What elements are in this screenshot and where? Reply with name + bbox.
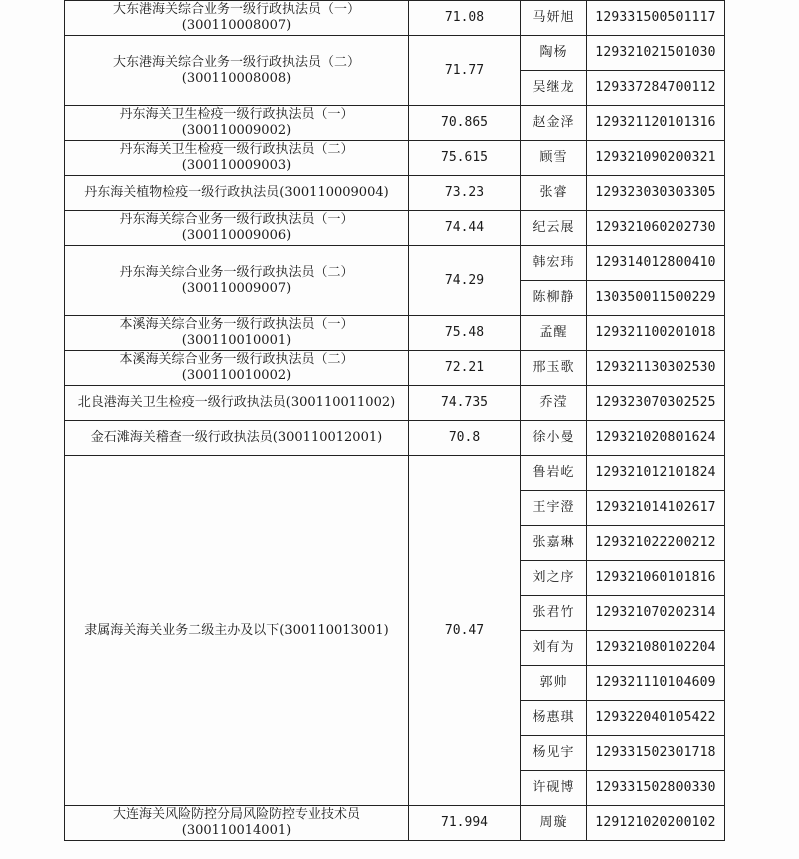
table-row — [65, 351, 725, 386]
candidate-id-cell: 129321130302530 — [587, 351, 725, 386]
position-cell — [65, 1, 409, 36]
table-row — [65, 421, 725, 456]
candidate-name-cell: 纪云展 — [521, 211, 587, 246]
position-title: 大东港海关综合业务一级行政执法员（一） — [112, 2, 360, 17]
candidate-name-cell: 乔滢 — [521, 386, 587, 421]
candidate-name-cell: 邢玉歌 — [521, 351, 587, 386]
candidate-name-cell: 杨惠琪 — [521, 701, 587, 736]
minimum-score-cell: 71.77 — [409, 36, 521, 106]
candidate-id-cell: 129321120101316 — [587, 106, 725, 141]
position-code: (300110009007) — [181, 280, 292, 296]
candidate-name-cell: 王宇澄 — [521, 491, 587, 526]
position-title: 丹东海关综合业务一级行政执法员（一） — [119, 212, 354, 227]
position-cell — [65, 211, 409, 246]
position-cell — [65, 316, 409, 351]
table-row — [65, 106, 725, 141]
candidate-name-cell: 张嘉琳 — [521, 526, 587, 561]
position-cell — [65, 806, 409, 841]
candidate-name-cell: 吴继龙 — [521, 71, 587, 106]
candidate-name-cell: 陈柳静 — [521, 281, 587, 316]
position-cell — [65, 106, 409, 141]
table-row — [65, 316, 725, 351]
candidate-name-cell: 鲁岩屹 — [521, 456, 587, 491]
table-row — [65, 176, 725, 211]
candidate-id-cell: 129337284700112 — [587, 71, 725, 106]
minimum-score-cell: 71.08 — [409, 1, 521, 36]
candidate-id-cell: 129323070302525 — [587, 386, 725, 421]
position-code: (300110008008) — [181, 70, 292, 86]
minimum-score-cell: 74.735 — [409, 386, 521, 421]
position-title: 隶属海关海关业务二级主办及以下(300110013001) — [84, 622, 389, 638]
position-title: 本溪海关综合业务一级行政执法员（一） — [119, 317, 354, 332]
minimum-score-cell: 74.29 — [409, 246, 521, 316]
candidate-id-cell: 130350011500229 — [587, 281, 725, 316]
position-code: (300110008007) — [181, 18, 292, 33]
position-code: (300110014001) — [181, 823, 292, 838]
candidate-id-cell: 129314012800410 — [587, 246, 725, 281]
position-title: 大东港海关综合业务一级行政执法员（二） — [112, 54, 360, 70]
position-cell — [65, 141, 409, 176]
candidate-id-cell: 129321090200321 — [587, 141, 725, 176]
candidate-id-cell: 129321060202730 — [587, 211, 725, 246]
candidate-name-cell: 徐小曼 — [521, 421, 587, 456]
table-row — [65, 456, 725, 491]
table-row — [65, 141, 725, 176]
position-title: 大连海关风险防控分局风险防控专业技术员 — [112, 807, 360, 822]
candidate-name-cell: 许砚博 — [521, 771, 587, 806]
table-row — [65, 1, 725, 36]
minimum-score-cell: 70.865 — [409, 106, 521, 141]
candidate-id-cell: 129321110104609 — [587, 666, 725, 701]
candidate-name-cell: 张睿 — [521, 176, 587, 211]
candidate-id-cell: 129331502800330 — [587, 771, 725, 806]
position-code: (300110009002) — [181, 123, 292, 138]
candidate-id-cell: 129321014102617 — [587, 491, 725, 526]
minimum-score-cell: 70.47 — [409, 456, 521, 806]
candidate-name-cell: 刘之序 — [521, 561, 587, 596]
table-row — [65, 211, 725, 246]
position-title: 本溪海关综合业务一级行政执法员（二） — [119, 352, 354, 367]
position-cell — [65, 176, 409, 211]
position-cell — [65, 456, 409, 806]
position-title: 丹东海关卫生检疫一级行政执法员（一） — [119, 107, 354, 122]
position-cell — [65, 386, 409, 421]
position-code: (300110010002) — [181, 368, 292, 383]
minimum-score-cell: 74.44 — [409, 211, 521, 246]
candidate-name-cell: 孟醒 — [521, 316, 587, 351]
candidate-name-cell: 陶杨 — [521, 36, 587, 71]
candidate-id-cell: 129321021501030 — [587, 36, 725, 71]
candidate-id-cell: 129323030303305 — [587, 176, 725, 211]
position-cell — [65, 421, 409, 456]
candidate-id-cell: 129321070202314 — [587, 596, 725, 631]
candidate-id-cell: 129331500501117 — [587, 1, 725, 36]
minimum-score-cell: 71.994 — [409, 806, 521, 841]
candidate-name-cell: 刘有为 — [521, 631, 587, 666]
candidate-name-cell: 张君竹 — [521, 596, 587, 631]
candidate-name-cell: 周璇 — [521, 806, 587, 841]
minimum-score-cell: 70.8 — [409, 421, 521, 456]
table-body — [65, 1, 725, 841]
candidate-name-cell: 杨见宇 — [521, 736, 587, 771]
position-code: (300110009006) — [181, 228, 292, 243]
position-cell — [65, 246, 409, 316]
position-code: (300110010001) — [181, 333, 292, 348]
candidate-name-cell: 赵金泽 — [521, 106, 587, 141]
position-title: 金石滩海关稽查一级行政执法员(300110012001) — [90, 430, 383, 445]
candidate-name-cell: 韩宏玮 — [521, 246, 587, 281]
candidate-id-cell: 129321012101824 — [587, 456, 725, 491]
candidate-id-cell: 129321060101816 — [587, 561, 725, 596]
candidate-id-cell: 129321080102204 — [587, 631, 725, 666]
position-cell — [65, 351, 409, 386]
candidate-id-cell: 129331502301718 — [587, 736, 725, 771]
candidate-id-cell: 129321022200212 — [587, 526, 725, 561]
table-row — [65, 36, 725, 71]
position-title: 丹东海关植物检疫一级行政执法员(300110009004) — [84, 185, 389, 200]
minimum-score-cell: 72.21 — [409, 351, 521, 386]
candidate-id-cell: 129321020801624 — [587, 421, 725, 456]
candidate-id-cell: 129322040105422 — [587, 701, 725, 736]
candidate-id-cell: 129321100201018 — [587, 316, 725, 351]
candidate-score-table — [64, 0, 725, 841]
candidate-id-cell: 129121020200102 — [587, 806, 725, 841]
minimum-score-cell: 75.615 — [409, 141, 521, 176]
position-cell — [65, 36, 409, 106]
position-title: 丹东海关综合业务一级行政执法员（二） — [119, 264, 354, 280]
candidate-name-cell: 马妍旭 — [521, 1, 587, 36]
position-title: 北良港海关卫生检疫一级行政执法员(300110011002) — [77, 395, 396, 410]
position-title: 丹东海关卫生检疫一级行政执法员（二） — [119, 142, 354, 157]
minimum-score-cell: 73.23 — [409, 176, 521, 211]
table-row — [65, 806, 725, 841]
table-row — [65, 386, 725, 421]
table-row — [65, 246, 725, 281]
minimum-score-cell: 75.48 — [409, 316, 521, 351]
candidate-name-cell: 郭帅 — [521, 666, 587, 701]
position-code: (300110009003) — [181, 158, 292, 173]
candidate-name-cell: 顾雪 — [521, 141, 587, 176]
